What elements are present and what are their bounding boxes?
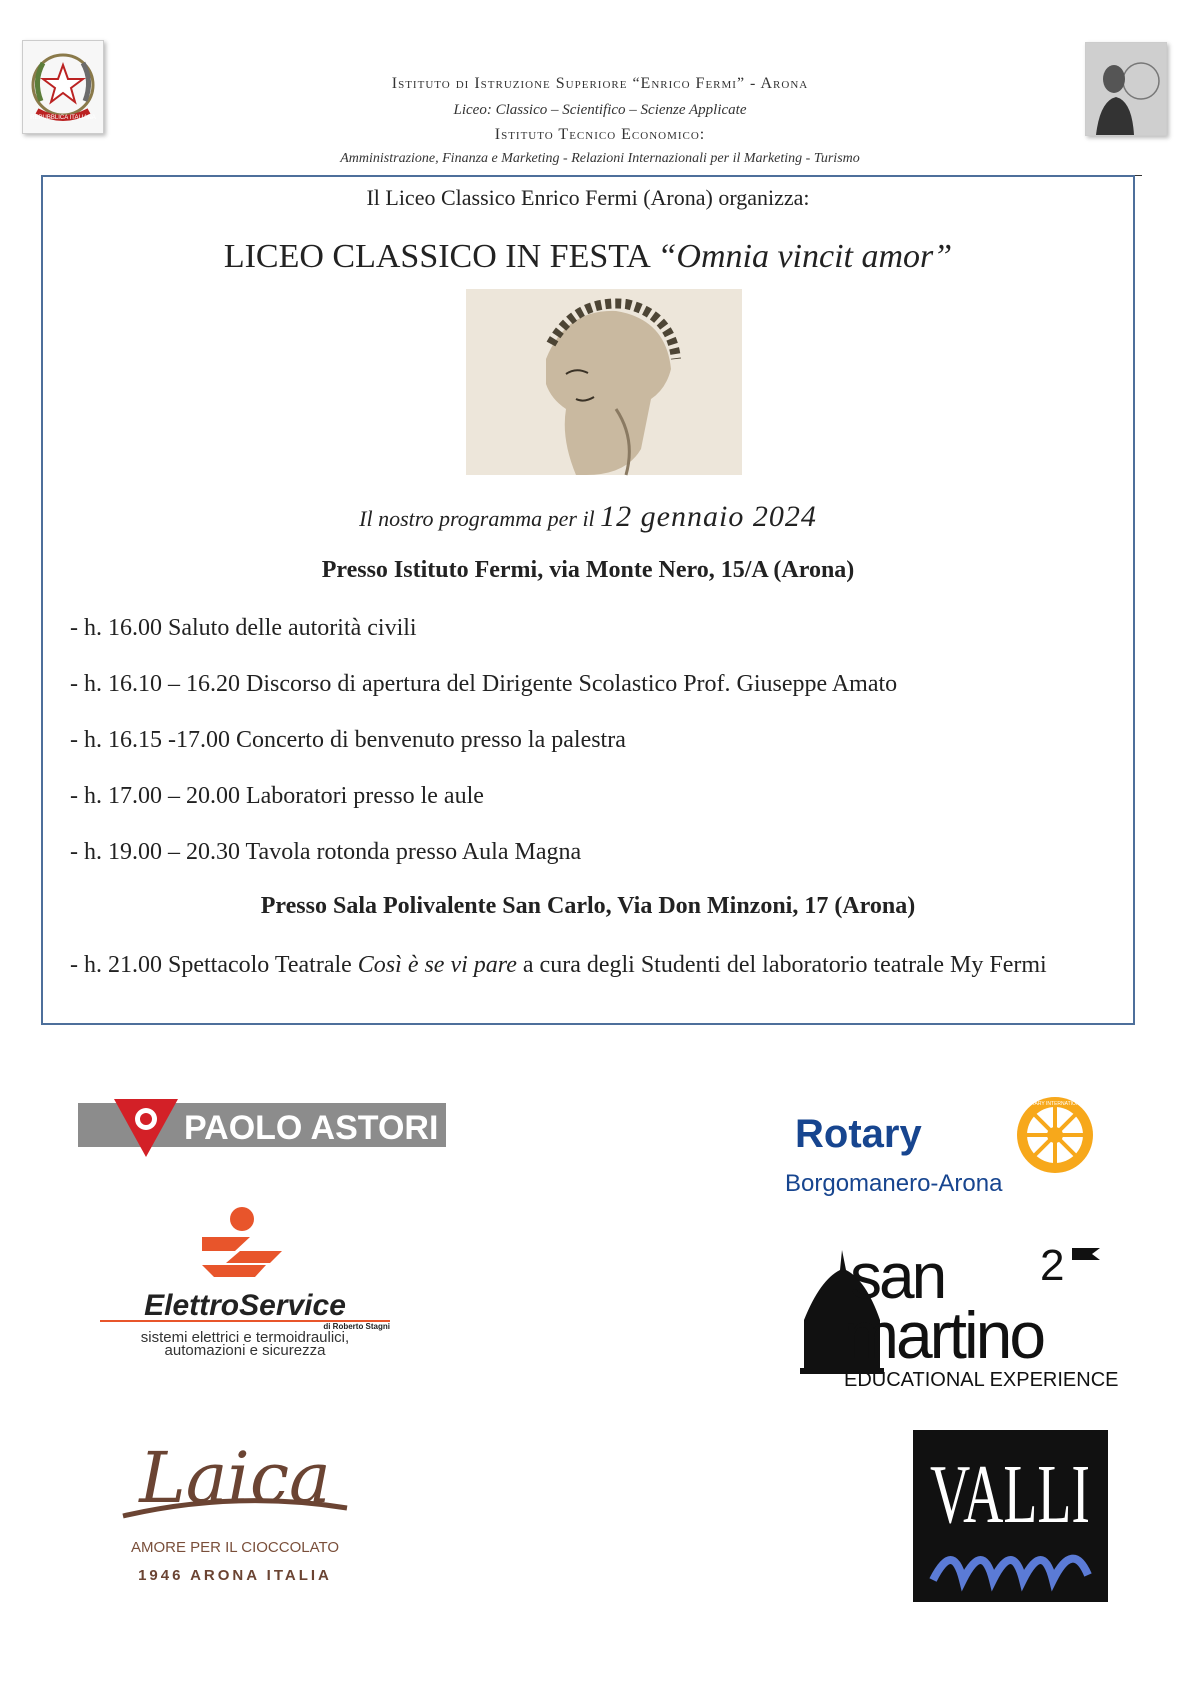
- elettroservice-owner: di Roberto Stagni: [323, 1322, 390, 1331]
- laurel-bust-image: [466, 289, 742, 475]
- schedule-item: - h. 17.00 – 20.00 Laboratori presso le aule: [70, 783, 484, 809]
- theatre-item: [70, 945, 1060, 985]
- venue1-name: Presso Istituto Fermi, via Monte Nero, 15/A (Arona): [321, 557, 855, 583]
- elettroservice-sub2: automazioni e sicurezza: [164, 1342, 326, 1359]
- play-title: Così è se vi pare: [357, 952, 517, 978]
- martino-text: martino: [844, 1298, 1044, 1372]
- theatre-item-prefix: - h. 21.00 Spettacolo Teatrale: [70, 952, 352, 978]
- san-martino-number: 2: [1040, 1241, 1065, 1290]
- program-date: 12 gennaio 2024: [600, 500, 817, 533]
- liceo-line: Liceo: Classico – Scientifico – Scienze Applicate: [453, 102, 747, 118]
- schedule-item: - h. 19.00 – 20.30 Tavola rotonda presso Aula Magna: [70, 839, 582, 865]
- event-title-main: LICEO CLASSICO IN FESTA: [223, 238, 649, 275]
- program-line: [41, 500, 1135, 534]
- program-intro: Il nostro programma per il: [359, 506, 595, 531]
- theatre-item-suffix: a cura degli Studenti del laboratorio teatrale My Fermi: [522, 952, 1047, 978]
- laica-logo: [115, 1430, 355, 1590]
- elettroservice-logo: [90, 1205, 400, 1359]
- valli-text: VALLI: [930, 1448, 1090, 1541]
- technical-institute-line: Istituto Tecnico Economico:: [494, 126, 706, 143]
- venue2-name: Presso Sala Polivalente San Carlo, Via Don Minzoni, 17 (Arona): [260, 893, 916, 919]
- san-text: san: [850, 1240, 945, 1312]
- courses-line: Amministrazione, Finanza e Marketing - Relazioni Internazionali per il Marketing - Turismo: [340, 151, 860, 166]
- schedule-item: - h. 16.15 -17.00 Concerto di benvenuto presso la palestra: [70, 727, 626, 753]
- emblem-ribbon-text: REPUBBLICA ITALIANA: [30, 115, 96, 121]
- rotary-logo: [785, 1095, 1105, 1195]
- laica-sub2: 1946 ARONA ITALIA: [138, 1567, 332, 1584]
- elettroservice-text: ElettroService: [144, 1289, 346, 1322]
- elettroservice-sub1: sistemi elettrici e termoidraulici,: [140, 1329, 350, 1346]
- rotary-text: Rotary: [795, 1112, 922, 1156]
- fermi-portrait-photo: [1085, 42, 1167, 136]
- event-motto: “Omnia vincit amor”: [657, 238, 953, 275]
- san-martino-subtitle: EDUCATIONAL EXPERIENCE: [844, 1369, 1119, 1391]
- rotary-subtitle: Borgomanero-Arona: [785, 1170, 1003, 1197]
- institute-name: Istituto di Istruzione Superiore “Enrico Fermi” - Arona: [391, 75, 809, 92]
- valli-logo: [913, 1430, 1108, 1602]
- paolo-astori-logo: [78, 1095, 446, 1160]
- italian-republic-emblem: [22, 40, 104, 134]
- laica-sub1: AMORE PER IL CIOCCOLATO: [130, 1539, 340, 1556]
- event-title: [41, 238, 1135, 276]
- laica-text: Laica: [139, 1437, 331, 1519]
- schedule-item: - h. 16.00 Saluto delle autorità civili: [70, 615, 417, 641]
- organizer-line: Il Liceo Classico Enrico Fermi (Arona) organizza:: [366, 185, 810, 210]
- rotary-ring-text: ROTARY INTERNATIONAL: [1024, 1101, 1086, 1107]
- schedule-item: - h. 16.10 – 16.20 Discorso di apertura del Dirigente Scolastico Prof. Giuseppe Amato: [70, 671, 898, 697]
- paolo-astori-text: PAOLO ASTORI: [184, 1109, 439, 1147]
- san-martino-logo: [800, 1240, 1140, 1390]
